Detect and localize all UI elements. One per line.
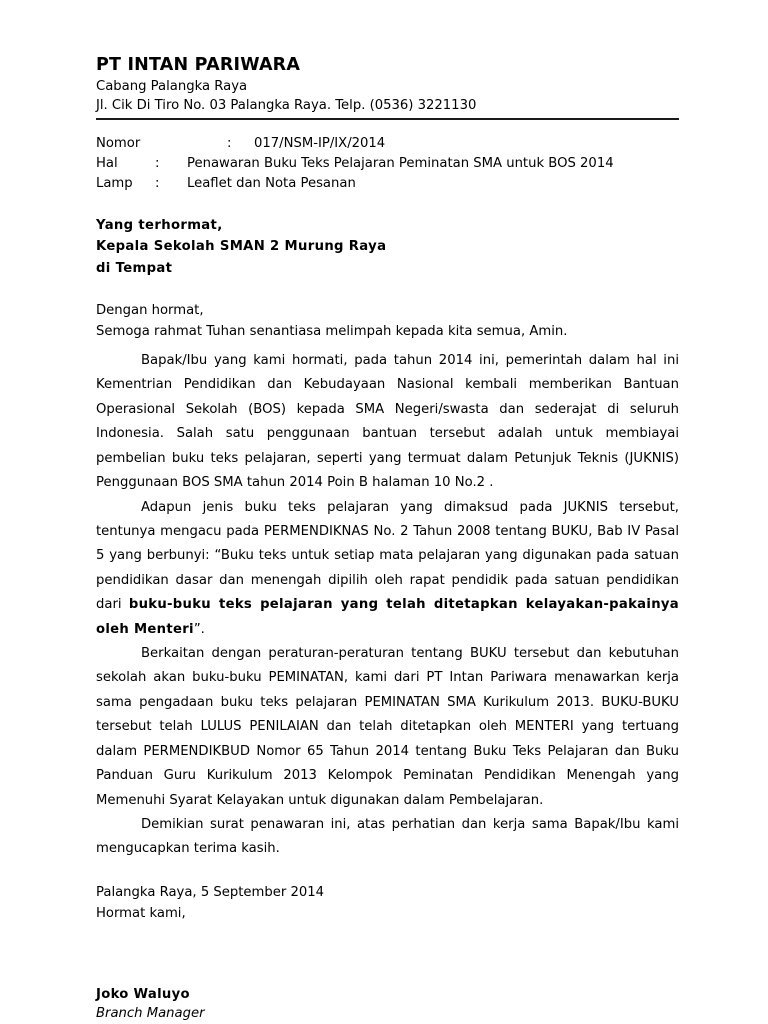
closing-block <box>96 882 679 1024</box>
reference-value-nomor: 017/NSM-IP/IX/2014 <box>254 135 386 151</box>
salutation-block <box>96 301 679 342</box>
recipient-greeting: Yang terhormat, <box>96 217 223 233</box>
reference-row-lamp <box>96 174 679 194</box>
reference-colon-hal: : <box>155 155 160 171</box>
reference-row-hal <box>96 154 679 174</box>
body-paragraph-3: Berkaitan dengan peraturan-peraturan tentang BUKU tersebut dan kebutuhan sekolah akan buku-buku PEMINATAN, kami dari PT Intan Pariwara menawarkan kerja sama pengadaan buku teks pelajaran PEMINATAN SMA Kurikulum 2013. BUKU-BUKU tersebut telah LULUS PENILAIAN dan telah ditetapkan oleh MENTERI yang tertuang dalam PERMENDIKBUD Nomor 65 Tahun 2014 tentang Buku Teks Pelajaran dan Buku Panduan Guru Kurikulum 2013 Kelompok Peminatan Pendidikan Menengah yang Memenuhi Syarat Kelayakan untuk digunakan dalam Pembelajaran. <box>96 646 679 808</box>
company-name: PT INTAN PARIWARA <box>96 55 301 75</box>
signer-name: Joko Waluyo <box>96 986 190 1002</box>
letter-sheet <box>96 0 679 1024</box>
letterhead <box>96 0 679 120</box>
recipient-block <box>96 215 679 279</box>
reference-label-hal: Hal <box>96 155 118 171</box>
regards-line: Hormat kami, <box>96 906 186 922</box>
paragraph-2-emphasis-text: buku-buku teks pelajaran yang telah ditetapkan kelayakan-pakainya oleh Menteri <box>96 597 679 637</box>
reference-label-lamp: Lamp <box>96 175 133 191</box>
paragraph-2-trailing-text: ”. <box>193 621 205 637</box>
reference-colon-lamp: : <box>155 175 160 191</box>
salutation-line-1: Dengan hormat, <box>96 303 204 319</box>
signer-title: Branch Manager <box>96 1006 205 1022</box>
salutation-line-2: Semoga rahmat Tuhan senantiasa melimpah kepada kita semua, Amin. <box>96 323 568 339</box>
reference-value-lamp: Leaflet dan Nota Pesanan <box>187 175 356 191</box>
reference-value-hal: Penawaran Buku Teks Pelajaran Peminatan SMA untuk BOS 2014 <box>187 155 614 171</box>
signature-space <box>96 925 679 985</box>
reference-colon-nomor: : <box>227 135 232 151</box>
reference-label-nomor: Nomor <box>96 135 141 151</box>
recipient-title: Kepala Sekolah SMAN 2 Murung Raya <box>96 239 387 255</box>
place-and-date: Palangka Raya, 5 September 2014 <box>96 884 325 900</box>
company-branch: Cabang Palangka Raya <box>96 79 248 95</box>
reference-row-nomor <box>96 134 679 154</box>
paragraph-2-lead-text: Adapun jenis buku teks pelajaran yang dimaksud pada JUKNIS tersebut, tentunya mengacu pada PERMENDIKNAS No. 2 Tahun 2008 tentang BUKU, Bab IV Pasal 5 yang berbunyi: “Buku teks untuk setiap mata pelajaran yang digunakan pada satuan pendidikan dasar dan menengah dipilih oleh rapat pendidik pada satuan pendidikan dari <box>96 499 679 613</box>
company-address: Jl. Cik Di Tiro No. 03 Palangka Raya. Telp. (0536) 3221130 <box>96 98 477 114</box>
letter-body <box>96 349 679 862</box>
body-paragraph-2 <box>96 496 679 643</box>
recipient-place: di Tempat <box>96 260 173 276</box>
reference-block <box>96 134 679 194</box>
body-paragraph-1: Bapak/Ibu yang kami hormati, pada tahun 2014 ini, pemerintah dalam hal ini Kementrian Pendidikan dan Kebudayaan Nasional kembali memberikan Bantuan Operasional Sekolah (BOS) kepada SMA Negeri/swasta dan sederajat di seluruh Indonesia. Salah satu penggunaan bantuan tersebut adalah untuk membiayai pembelian buku teks pelajaran, seperti yang termuat dalam Petunjuk Teknis (JUKNIS) Penggunaan BOS SMA tahun 2014 Poin B halaman 10 No.2 . <box>96 352 679 491</box>
body-paragraph-4: Demikian surat penawaran ini, atas perhatian dan kerja sama Bapak/Ibu kami mengucapkan terima kasih. <box>96 817 679 857</box>
letterhead-divider <box>96 118 679 120</box>
